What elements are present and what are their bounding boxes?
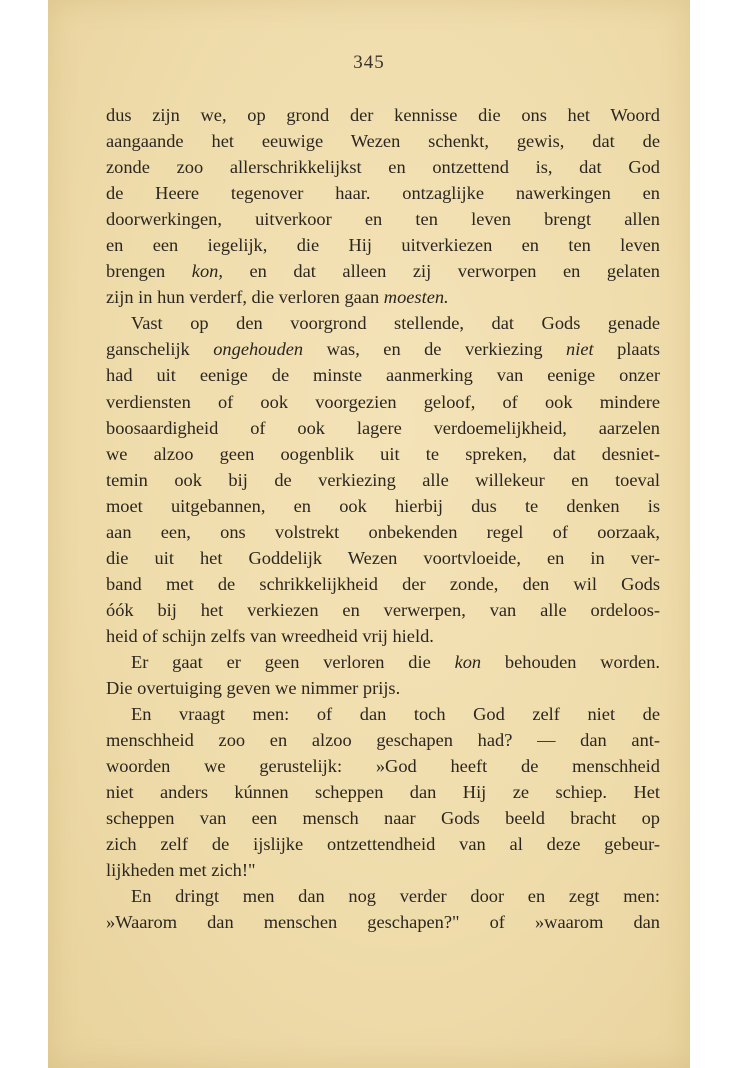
line-text: lijkheden met zich!" [106, 860, 256, 881]
page-number: 345 [353, 52, 385, 73]
line-text: temin ook bij de verkiezing alle willekeur en toeval [106, 469, 660, 490]
text-line [106, 883, 660, 909]
line-text: zich zelf de ijslijke ontzettendheid van al deze gebeur- [106, 834, 660, 855]
body-text [106, 102, 660, 936]
text-line [106, 727, 660, 753]
line-text: verdiensten of ook voorgezien geloof, of ook mindere [106, 391, 660, 412]
text-line [106, 154, 660, 180]
text-line [106, 753, 660, 779]
text-line [106, 128, 660, 154]
text-line [106, 336, 660, 362]
line-text: zijn in hun verderf, die verloren gaan [106, 287, 384, 308]
emphasis-text: ongehouden [213, 339, 304, 360]
line-text: aan een, ons volstrekt onbekenden regel of oorzaak, [106, 521, 660, 542]
text-line [106, 258, 660, 284]
line-text: woorden we gerustelijk: »God heeft de menschheid [106, 756, 660, 777]
text-line [106, 597, 660, 623]
text-line [106, 362, 660, 388]
line-text: was, en de verkiezing [303, 339, 567, 360]
text-line [106, 545, 660, 571]
text-line [106, 493, 660, 519]
line-text: we alzoo geen oogenblik uit te spreken, dat desniet- [106, 443, 660, 464]
text-line [106, 909, 660, 935]
line-text: brengen [106, 261, 192, 282]
line-text: En vraagt men: of dan toch God zelf niet de [131, 704, 660, 725]
text-line [106, 675, 660, 701]
line-text: Er gaat er geen verloren die [131, 651, 455, 672]
line-text: Die overtuiging geven we nimmer prijs. [106, 678, 401, 699]
line-text: had uit eenige de minste aanmerking van eenige onzer [106, 365, 660, 386]
emphasis-text: kon [454, 651, 482, 672]
text-line [106, 102, 660, 128]
line-text: aangaande het eeuwige Wezen schenkt, gewis, dat de [106, 131, 660, 152]
text-line [106, 519, 660, 545]
emphasis-text: kon, [191, 261, 223, 282]
line-text: en een iegelijk, die Hij uitverkiezen en ten leven [106, 235, 660, 256]
line-text: En dringt men dan nog verder door en zegt men: [131, 886, 660, 907]
line-text: boosaardigheid of ook lagere verdoemelijkheid, aarzelen [106, 417, 660, 438]
text-line [106, 623, 660, 649]
line-text: niet anders kúnnen scheppen dan Hij ze schiep. Het [106, 782, 660, 803]
text-line [106, 441, 660, 467]
text-line [106, 389, 660, 415]
line-text: »Waarom dan menschen geschapen?" of »waarom dan [106, 912, 660, 933]
text-line [106, 310, 660, 336]
emphasis-text: moesten. [383, 287, 449, 308]
line-text: doorwerkingen, uitverkoor en ten leven brengt allen [106, 209, 660, 230]
line-text: heid of schijn zelfs van wreedheid vrij hield. [106, 625, 434, 646]
line-text: dus zijn we, op grond der kennisse die ons het Woord [106, 105, 660, 125]
text-line [106, 701, 660, 727]
text-line [106, 232, 660, 258]
emphasis-text: niet [566, 339, 594, 360]
line-text: ganschelijk [106, 339, 214, 360]
line-text: de Heere tegenover haar. ontzaglijke nawerkingen en [106, 183, 660, 204]
line-text: zonde zoo allerschrikkelijkst en ontzettend is, dat God [106, 157, 660, 178]
book-page [48, 0, 690, 1068]
text-line [106, 571, 660, 597]
text-line [106, 415, 660, 441]
line-text: scheppen van een mensch naar Gods beeld bracht op [106, 808, 660, 829]
text-line [106, 180, 660, 206]
line-text: band met de schrikkelijkheid der zonde, den wil Gods [106, 573, 660, 594]
text-line [106, 831, 660, 857]
line-text: óók bij het verkiezen en verwerpen, van alle ordeloos- [106, 599, 660, 620]
text-line [106, 284, 660, 310]
line-text: en dat alleen zij verworpen en gelaten [222, 261, 660, 282]
line-text: Vast op den voorgrond stellende, dat Gods genade [131, 313, 660, 334]
text-line [106, 805, 660, 831]
text-line [106, 206, 660, 232]
text-line [106, 857, 660, 883]
line-text: menschheid zoo en alzoo geschapen had? — dan ant- [106, 730, 660, 751]
text-line [106, 467, 660, 493]
line-text: plaats [593, 339, 660, 360]
line-text: behouden worden. [481, 651, 660, 672]
text-line [106, 649, 660, 675]
line-text: moet uitgebannen, en ook hierbij dus te denken is [106, 495, 660, 516]
text-line [106, 779, 660, 805]
line-text: die uit het Goddelijk Wezen voortvloeide, en in ver- [106, 547, 660, 568]
